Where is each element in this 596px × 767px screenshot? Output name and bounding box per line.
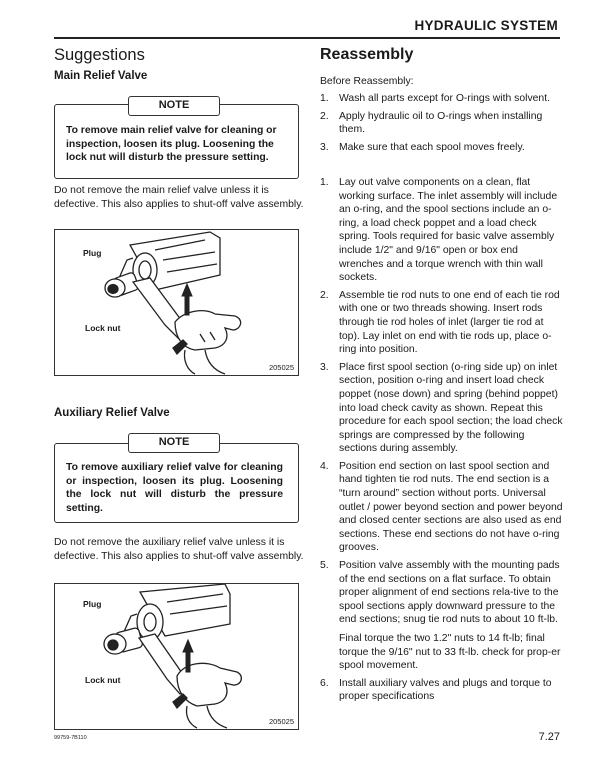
main-relief-subheading: Main Relief Valve [54,70,148,82]
main-relief-locknut-callout: Lock nut [85,323,121,333]
document-code: 99759-7B110 [54,735,87,741]
reassembly-step-5-final-torque: Final torque the two 1.2" nuts to 14 ft-lb; final torque the 9/16" nut to 33 ft-lb. check for prop-er spool movement. [339,633,561,672]
reassembly-step-3: 3. Place first spool section (o-ring side up) on inlet section, position o-ring and insert load check poppet (nose down) and spring (behind poppet) into load check cavity as shown. Repeat this procedure for each spool section; the load check springs are compressed by the following sections during assembly. [320,361,563,455]
before-step-3: 3. Make sure that each spool moves freely. [320,141,525,153]
main-relief-note-text: To remove main relief valve for cleaning or inspection, loosen its plug. Loosening the lock nut will disturb the pressure setting. [66,125,277,164]
suggestions-heading: Suggestions [54,46,145,64]
reassembly-step-4: 4. Position end section on last spool section and hand tighten tie rod nuts. The end section is a “turn around” section without ports. Universal outlet / power beyond section and power beyond and closed center sections are also used as end sections. These end sections do not have o-ring grooves. [320,460,563,554]
reassembly-step-6: 6. Install auxiliary valves and plugs and torque to proper specifications [320,677,552,703]
reassembly-step-1: 1. Lay out valve components on a clean, flat working surface. The inlet assembly will include an o-ring, and the spool sections include an o-ring, a load check poppet and a load check spring. Tools required for basic valve assembly include 1/2" and 9/16" open or box end wrenches and a torque wrench with thin wall sockets. [320,177,558,284]
main-relief-paragraph: Do not remove the main relief valve unless it is defective. This also applies to shut-off valve assembly. [54,185,304,210]
reassembly-heading: Reassembly [320,46,414,63]
aux-relief-figure [54,583,299,730]
main-relief-plug-callout: Plug [83,248,102,258]
before-reassembly-label: Before Reassembly: [320,76,414,87]
page-number: 7.27 [538,731,560,743]
main-relief-figure-code: 205025 [268,363,294,372]
before-reassembly-list [320,92,565,154]
reassembly-step-2: 2. Assemble tie rod nuts to one end of each tie rod with one or two threads showing. Insert rods through tie rod holes of inlet (larger tie rod at top). Lay inlet on end with tie rods up, place o-ring into position. [320,289,560,356]
section-title: HYDRAULIC SYSTEM [414,18,558,33]
reassembly-steps-list [320,176,565,704]
reassembly-step-5: 5. Position valve assembly with the mounting pads of the end sections on a flat surface. To obtain proper alignment of end sections rela-tive to the spool sections apply downward pressure to the end sections; snug tie rod nuts to about 10 ft-lb. Final torque the two 1.2" nuts to 14 ft-lb; final torque the 9/16" nut to 33 ft-lb. check for prop-er spool movement. [320,559,565,673]
aux-relief-note-label: NOTE [128,433,220,453]
before-step-2: 2. Apply hydraulic oil to O-rings when installing them. [320,110,543,136]
header-rule [54,37,560,39]
aux-relief-subheading: Auxiliary Relief Valve [54,407,170,419]
main-relief-note-label: NOTE [128,96,220,116]
main-relief-figure [54,229,299,376]
aux-relief-locknut-callout: Lock nut [85,675,121,685]
aux-relief-figure-code: 205025 [268,717,294,726]
aux-relief-paragraph: Do not remove the auxiliary relief valve unless it is defective. This also applies to shut-off valve assembly. [54,537,304,562]
aux-relief-plug-callout: Plug [83,599,102,609]
before-step-1: 1. Wash all parts except for O-rings with solvent. [320,93,550,104]
aux-relief-note-text: To remove auxiliary relief valve for cleaning or inspection, loosen its plug. Loosening the lock nut will disturb the pressure setting. [66,462,283,514]
